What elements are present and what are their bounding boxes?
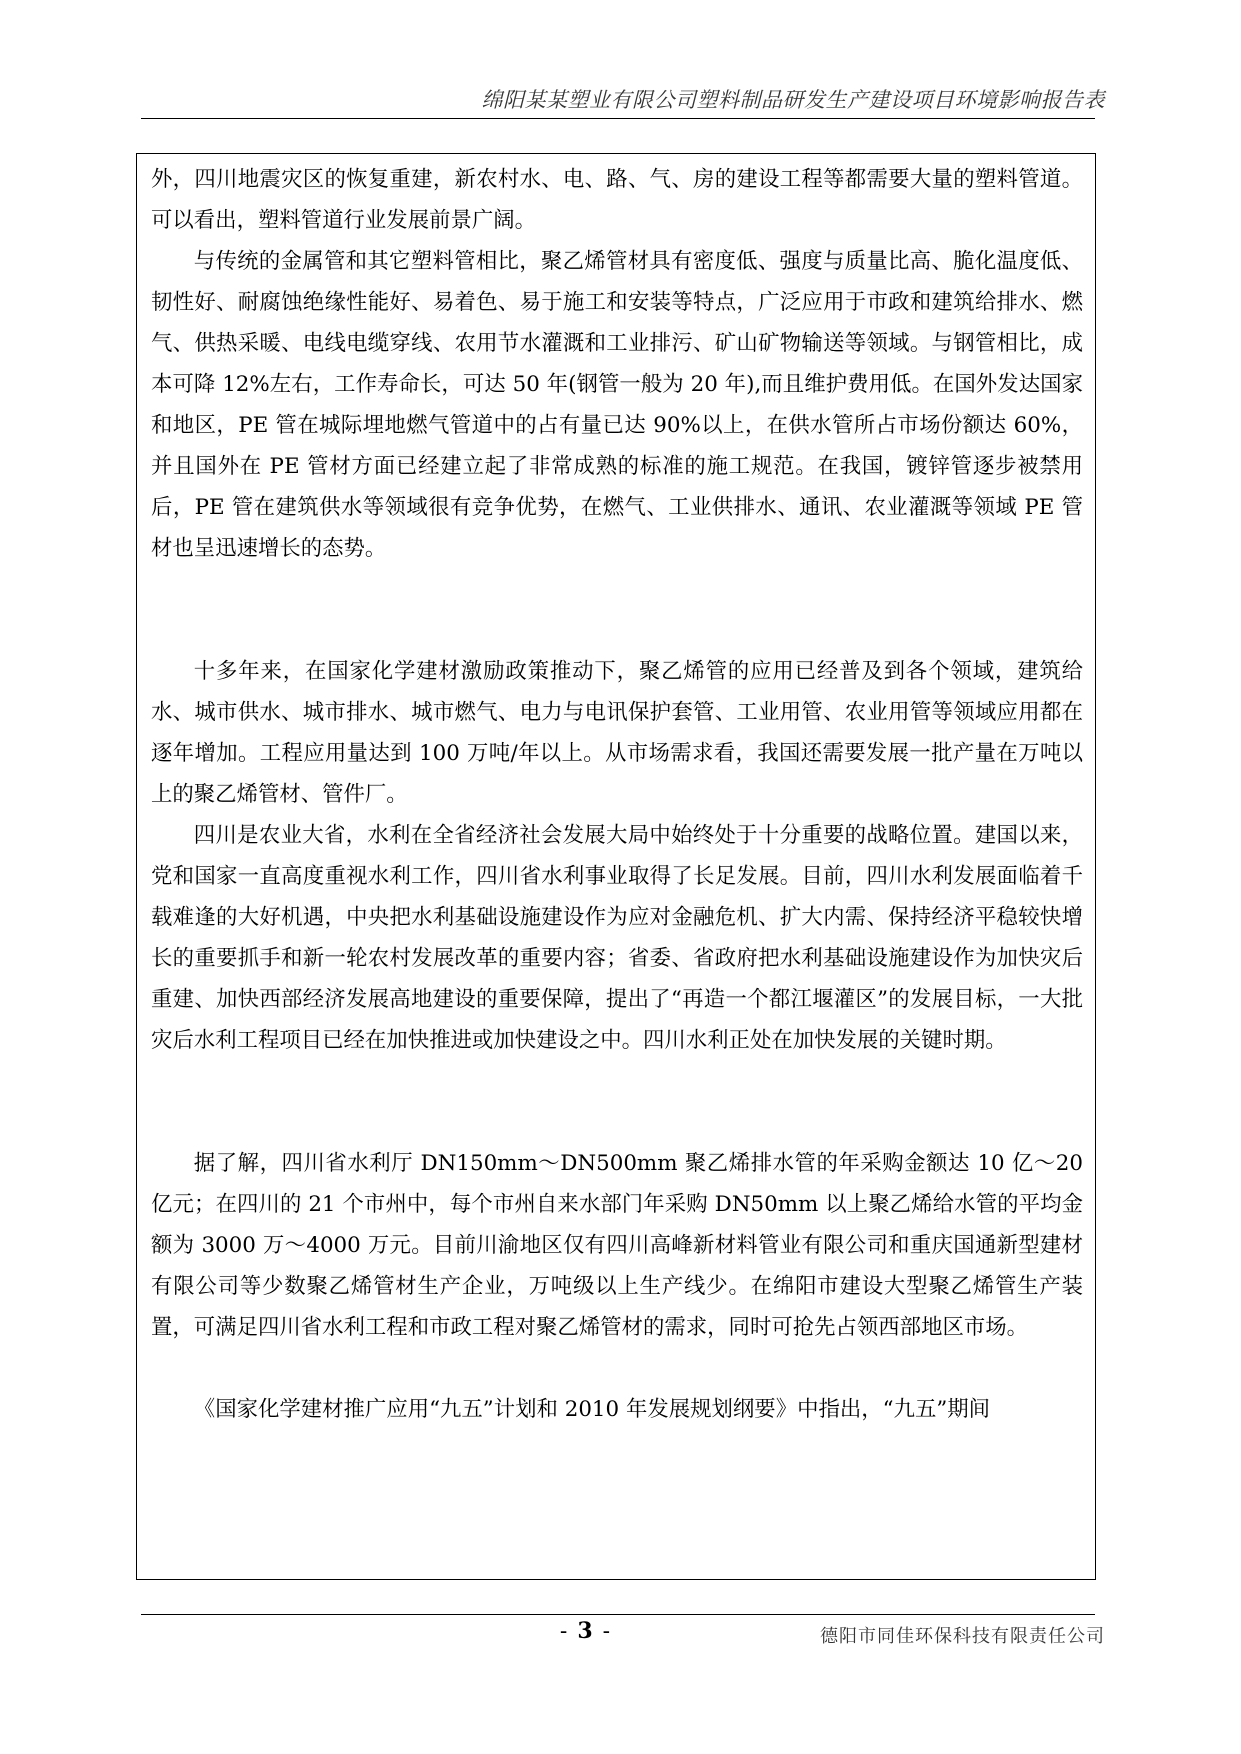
footer-rule	[141, 1614, 1095, 1615]
paragraph-2: 与传统的金属管和其它塑料管相比，聚乙烯管材具有密度低、强度与质量比高、脆化温度低、韧性好、耐腐蚀绝缘性能好、易着色、易于施工和安装等特点，广泛应用于市政和建筑给排水、燃气、供热采暖、电线电缆穿线、农用节水灌溉和工业排污、矿山矿物输送等领域。与钢管相比，成本可降 12%左右，工作寿命长，可达 50 年(钢管一般为 20 年),而且维护费用低。在国外发达国家和地区，PE 管在城际埋地燃气管道中的占有量已达 90%以上，在供水管所占市场份额达 60%，并且国外在 PE 管材方面已经建立起了非常成熟的标准的施工规范。在我国，镀锌管逐步被禁用后，PE 管在建筑供水等领域很有竞争优势，在燃气、工业供排水、通讯、农业灌溉等领域 PE 管材也呈迅速增长的态势。	[151, 249, 1083, 561]
page-number-value: 3	[577, 1618, 593, 1644]
header-rule	[141, 118, 1095, 119]
page-number-suffix: -	[602, 1619, 611, 1644]
paragraph-6: 《国家化学建材推广应用“九五”计划和 2010 年发展规划纲要》中指出，“九五”期间	[193, 1397, 991, 1422]
page-number-prefix: -	[559, 1619, 568, 1644]
paragraph-5: 据了解，四川省水利厅 DN150mm～DN500mm 聚乙烯排水管的年采购金额达 10 亿～20 亿元；在四川的 21 个市州中，每个市州自来水部门年采购 DN50mm 以上聚乙烯给水管的平均金额为 3000 万～4000 万元。目前川渝地区仅有四川高峰新材料管业有限公司和重庆国通新型建材有限公司等少数聚乙烯管材生产企业，万吨级以上生产线少。在绵阳市建设大型聚乙烯管生产装置，可满足四川省水利工程和市政工程对聚乙烯管材的需求，同时可抢先占领西部地区市场。	[151, 1151, 1083, 1340]
content-box	[136, 153, 1096, 1580]
paragraph-4: 四川是农业大省，水利在全省经济社会发展大局中始终处于十分重要的战略位置。建国以来，党和国家一直高度重视水利工作，四川省水利事业取得了长足发展。目前，四川水利发展面临着千载难逢的大好机遇，中央把水利基础设施建设作为应对金融危机、扩大内需、保持经济平稳较快增长的重要抓手和新一轮农村发展改革的重要内容；省委、省政府把水利基础设施建设作为加快灾后重建、加快西部经济发展高地建设的重要保障，提出了“再造一个都江堰灌区”的发展目标，一大批灾后水利工程项目已经在加快推进或加快建设之中。四川水利正处在加快发展的关键时期。	[151, 823, 1083, 1053]
header-title: 绵阳某某塑业有限公司塑料制品研发生产建设项目环境影响报告表	[481, 88, 1105, 112]
paragraph-1: 外，四川地震灾区的恢复重建，新农村水、电、路、气、房的建设工程等都需要大量的塑料管道。可以看出，塑料管道行业发展前景广阔。	[151, 167, 1083, 233]
paragraph-3: 十多年来，在国家化学建材激励政策推动下，聚乙烯管的应用已经普及到各个领域，建筑给水、城市供水、城市排水、城市燃气、电力与电讯保护套管、工业用管、农业用管等领域应用都在逐年增加。工程应用量达到 100 万吨/年以上。从市场需求看，我国还需要发展一批产量在万吨以上的聚乙烯管材、管件厂。	[151, 659, 1083, 807]
page-number	[515, 1618, 655, 1644]
footer-company: 德阳市同佳环保科技有限责任公司	[820, 1626, 1105, 1647]
